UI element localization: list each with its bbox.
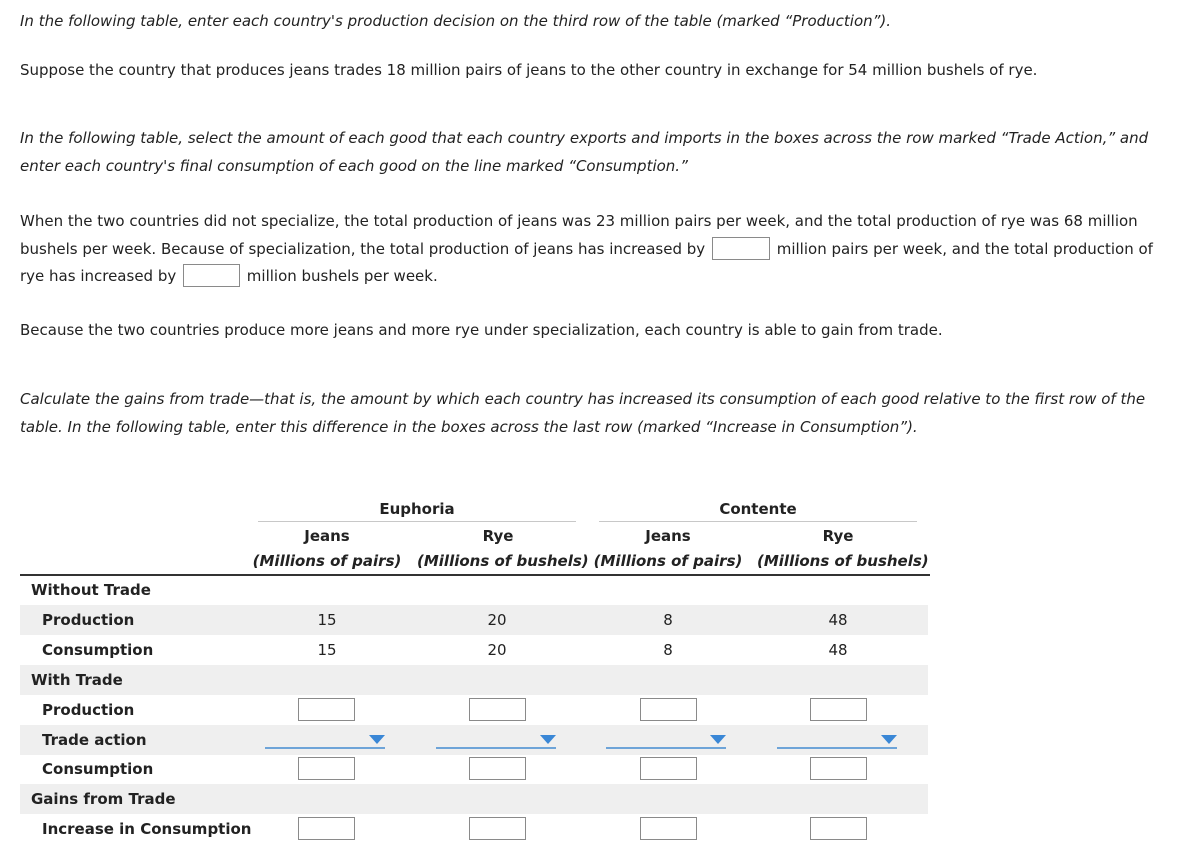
specialization-text-c: million bushels per week.: [246, 267, 438, 285]
row-bg-with-trade: [20, 665, 928, 695]
production-input-contente-rye[interactable]: [810, 698, 867, 721]
col-header-euphoria-rye: Rye: [482, 527, 514, 545]
consumption-input-contente-jeans[interactable]: [640, 757, 697, 780]
trade-action-select-contente-rye[interactable]: [777, 735, 897, 749]
col-unit-contente-jeans: (Millions of pairs): [593, 552, 743, 570]
col-unit-contente-rye: (Millions of bushels): [757, 552, 929, 570]
trade-scenario-text: Suppose the country that produces jeans trades 18 million pairs of jeans to the other country in exchange for 54 million bushels of rye.: [20, 61, 1038, 79]
header-divider: [20, 574, 930, 576]
row-label-production: Production: [42, 611, 135, 629]
country-header-euphoria: Euphoria: [379, 500, 455, 518]
instruction-trade-action: In the following table, select the amount of each good that each country exports and imports in the boxes across the row marked “Trade Action,” and enter each country's final consumption of each good on the line marked “Consumption.”: [20, 129, 1149, 175]
increase-input-euphoria-rye[interactable]: [469, 817, 526, 840]
row-label-consumption: Consumption: [42, 641, 154, 659]
instruction-production: In the following table, enter each country's production decision on the third row of the table (marked “Production”).: [20, 12, 892, 30]
increase-input-euphoria-jeans[interactable]: [298, 817, 355, 840]
row-label-increase-in-consumption: Increase in Consumption: [42, 820, 252, 838]
production-input-euphoria-jeans[interactable]: [298, 698, 355, 721]
select-underline: [606, 747, 726, 749]
production-input-euphoria-rye[interactable]: [469, 698, 526, 721]
specialization-paragraph: [20, 208, 1180, 291]
row-label-consumption-with-trade: Consumption: [42, 760, 154, 778]
dropdown-arrow-icon: [881, 735, 897, 744]
dropdown-arrow-icon: [540, 735, 556, 744]
trade-action-select-contente-jeans[interactable]: [606, 735, 726, 749]
consumption-euphoria-rye: 20: [487, 641, 507, 659]
row-label-production-with-trade: Production: [42, 701, 135, 719]
specialization-text-b: million pairs per week, and the total production of rye has increased by: [20, 239, 1153, 285]
dropdown-arrow-icon: [710, 735, 726, 744]
production-contente-jeans: 8: [663, 611, 673, 629]
select-underline: [436, 747, 556, 749]
consumption-contente-jeans: 8: [663, 641, 673, 659]
col-header-contente-jeans: Jeans: [645, 527, 691, 545]
euphoria-header-rule: [258, 521, 576, 522]
rye-increase-input[interactable]: [183, 264, 240, 287]
production-contente-rye: 48: [828, 611, 848, 629]
consumption-input-contente-rye[interactable]: [810, 757, 867, 780]
col-header-euphoria-jeans: Jeans: [304, 527, 350, 545]
gain-from-trade-text: Because the two countries produce more jeans and more rye under specialization, each country is able to gain from trade.: [20, 321, 943, 339]
col-unit-euphoria-jeans: (Millions of pairs): [252, 552, 402, 570]
row-label-trade-action: Trade action: [42, 731, 147, 749]
contente-header-rule: [599, 521, 917, 522]
specialization-text-a: When the two countries did not specialize, the total production of jeans was 23 million pairs per week, and the total production of rye was 68 million bushels per week. Because of specialization, the total production of jeans has increased by: [20, 212, 1138, 258]
consumption-contente-rye: 48: [828, 641, 848, 659]
section-gains-from-trade: Gains from Trade: [31, 790, 176, 808]
jeans-increase-input[interactable]: [712, 237, 770, 260]
consumption-input-euphoria-jeans[interactable]: [298, 757, 355, 780]
instruction-gains: Calculate the gains from trade—that is, the amount by which each country has increased its consumption of each good relative to the first row of the table. In the following table, enter this difference in the boxes across the last row (marked “Increase in Consumption”).: [20, 390, 1146, 436]
consumption-input-euphoria-rye[interactable]: [469, 757, 526, 780]
increase-input-contente-jeans[interactable]: [640, 817, 697, 840]
country-header-contente: Contente: [719, 500, 797, 518]
section-without-trade: Without Trade: [31, 581, 151, 599]
production-euphoria-rye: 20: [487, 611, 507, 629]
col-header-contente-rye: Rye: [822, 527, 854, 545]
production-euphoria-jeans: 15: [317, 611, 337, 629]
increase-input-contente-rye[interactable]: [810, 817, 867, 840]
select-underline: [777, 747, 897, 749]
section-with-trade: With Trade: [31, 671, 123, 689]
col-unit-euphoria-rye: (Millions of bushels): [417, 552, 589, 570]
trade-action-select-euphoria-jeans[interactable]: [265, 735, 385, 749]
consumption-euphoria-jeans: 15: [317, 641, 337, 659]
production-input-contente-jeans[interactable]: [640, 698, 697, 721]
trade-action-select-euphoria-rye[interactable]: [436, 735, 556, 749]
select-underline: [265, 747, 385, 749]
dropdown-arrow-icon: [369, 735, 385, 744]
